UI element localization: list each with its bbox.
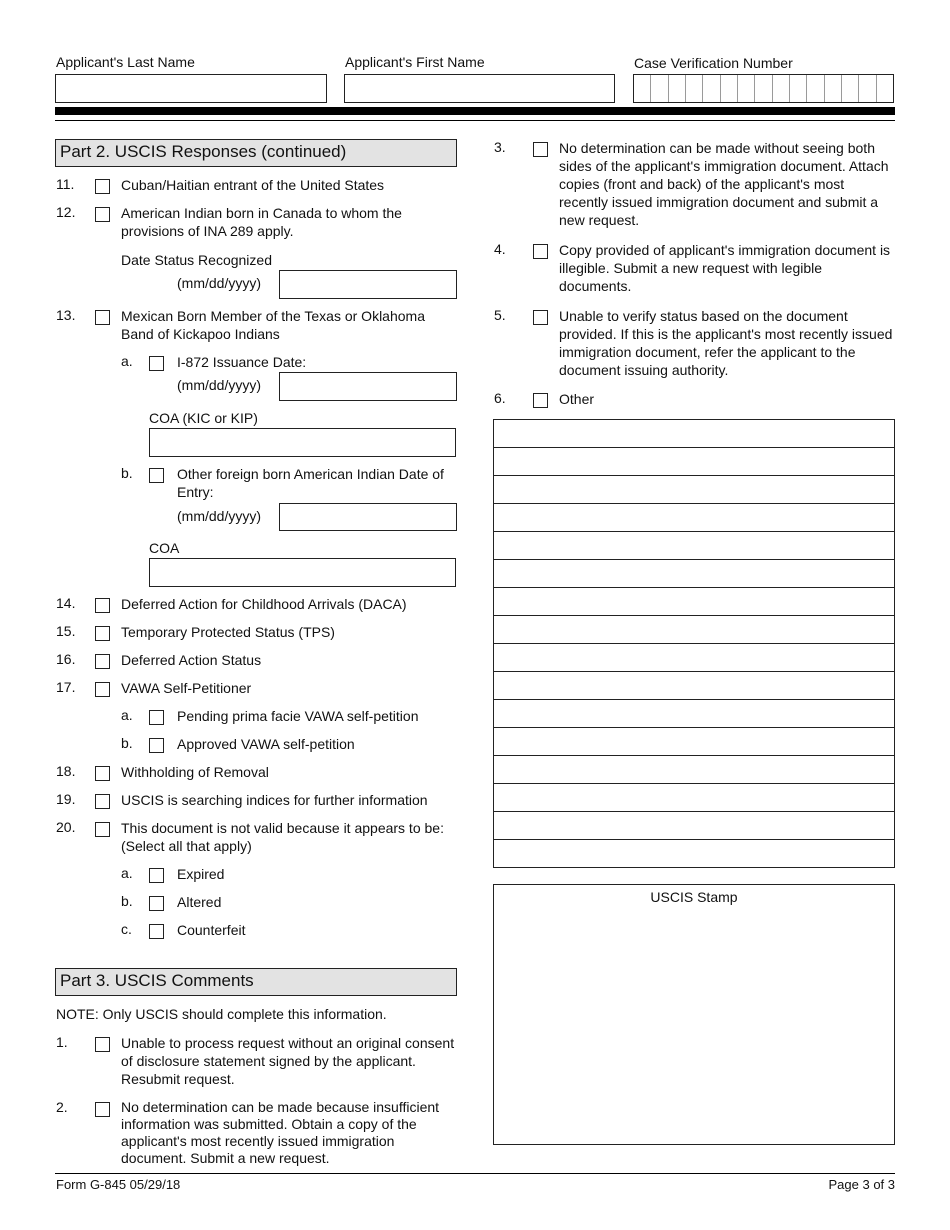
comment-1-number: 1. — [56, 1034, 68, 1050]
checkbox-15[interactable] — [95, 626, 110, 641]
comment-5-text: Unable to verify status based on the document provided. If this is the applicant's most recently issued immigration document, refer the applicant to the document issuing authority. — [559, 308, 893, 378]
comment-4-text: Copy provided of applicant's immigration document is illegible. Submit a new request with legible documents. — [559, 242, 891, 294]
coa-label: COA — [149, 540, 180, 556]
part2-header: Part 2. USCIS Responses (continued) — [55, 139, 457, 167]
part3-note: NOTE: Only USCIS should complete this information. — [56, 1006, 387, 1022]
item-15-number: 15. — [56, 623, 76, 639]
item-12-text: American Indian born in Canada to whom the provisions of INA 289 apply. — [121, 205, 402, 239]
item-17b-text: Approved VAWA self-petition — [177, 736, 355, 752]
item-11-text: Cuban/Haitian entrant of the United States — [121, 177, 385, 193]
uscis-stamp-label: USCIS Stamp — [650, 889, 738, 905]
checkbox-13a[interactable] — [149, 356, 164, 371]
checkbox-17[interactable] — [95, 682, 110, 697]
item-19-text: USCIS is searching indices for further information — [121, 792, 428, 808]
comment-4-number: 4. — [494, 241, 506, 257]
item-20c-letter: c. — [121, 921, 132, 937]
date-format-12: (mm/dd/yyyy) — [177, 275, 261, 291]
last-name-field[interactable] — [55, 74, 327, 103]
checkbox-12[interactable] — [95, 207, 110, 222]
header-thin-rule — [55, 120, 895, 121]
item-13b-letter: b. — [121, 465, 133, 481]
item-20a-letter: a. — [121, 865, 133, 881]
checkbox-19[interactable] — [95, 794, 110, 809]
date-status-label: Date Status Recognized — [121, 252, 272, 268]
other-foreign-label: Other foreign born American Indian Date of Entry: — [177, 466, 444, 500]
checkbox-comment-1[interactable] — [95, 1037, 110, 1052]
footer-rule — [55, 1173, 895, 1174]
checkbox-18[interactable] — [95, 766, 110, 781]
item-13-text: Mexican Born Member of the Texas or Oklahoma Band of Kickapoo Indians — [121, 308, 425, 342]
checkbox-comment-5[interactable] — [533, 310, 548, 325]
checkbox-13b[interactable] — [149, 468, 164, 483]
item-18-text: Withholding of Removal — [121, 764, 269, 780]
header-thick-rule — [55, 107, 895, 115]
counterfeit-label: Counterfeit — [177, 922, 246, 938]
last-name-label: Applicant's Last Name — [56, 54, 195, 70]
first-name-field[interactable] — [344, 74, 615, 103]
checkbox-counterfeit[interactable] — [149, 924, 164, 939]
first-name-label: Applicant's First Name — [345, 54, 485, 70]
checkbox-comment-3[interactable] — [533, 142, 548, 157]
item-17a-letter: a. — [121, 707, 133, 723]
comment-3-text: No determination can be made without seeing both sides of the applicant's immigration document. Attach copies (front and back) of the applicant's most recently issued immigration document and submit a new request. — [559, 140, 889, 228]
entry-date-field[interactable] — [279, 503, 457, 531]
item-15-text: Temporary Protected Status (TPS) — [121, 624, 335, 640]
checkbox-13[interactable] — [95, 310, 110, 325]
comment-5-number: 5. — [494, 307, 506, 323]
item-19-number: 19. — [56, 791, 76, 807]
comment-2-number: 2. — [56, 1099, 68, 1115]
altered-label: Altered — [177, 894, 222, 910]
item-16-number: 16. — [56, 651, 76, 667]
item-13-number: 13. — [56, 307, 76, 323]
uscis-stamp-box — [493, 884, 895, 1145]
comment-1-text: Unable to process request without an original consent of disclosure statement signed by the applicant. Resubmit request. — [121, 1035, 455, 1087]
checkbox-20[interactable] — [95, 822, 110, 837]
case-verification-label: Case Verification Number — [634, 55, 793, 71]
item-20-text: This document is not valid because it appears to be: (Select all that apply) — [121, 820, 444, 854]
checkbox-comment-2[interactable] — [95, 1102, 110, 1117]
coa-field[interactable] — [149, 558, 456, 587]
comment-3-number: 3. — [494, 139, 506, 155]
date-format-13a: (mm/dd/yyyy) — [177, 377, 261, 393]
other-comment-lines[interactable] — [493, 419, 895, 868]
coa-kic-field[interactable] — [149, 428, 456, 457]
checkbox-comment-4[interactable] — [533, 244, 548, 259]
checkbox-other[interactable] — [533, 393, 548, 408]
page-number: Page 3 of 3 — [828, 1177, 895, 1192]
item-17-text: VAWA Self-Petitioner — [121, 680, 252, 696]
item-17-number: 17. — [56, 679, 76, 695]
item-17a-text: Pending prima facie VAWA self-petition — [177, 708, 419, 724]
comment-2-text: No determination can be made because insufficient information was submitted. Obtain a copy of the applicant's most recently issued immigration document. Submit a new request. — [121, 1099, 440, 1166]
item-14-number: 14. — [56, 595, 76, 611]
form-id: Form G-845 05/29/18 — [56, 1177, 181, 1192]
i872-date-field[interactable] — [279, 372, 457, 401]
case-verification-field[interactable] — [633, 74, 894, 103]
item-17b-letter: b. — [121, 735, 133, 751]
item-14-text: Deferred Action for Childhood Arrivals (DACA) — [121, 596, 407, 612]
checkbox-16[interactable] — [95, 654, 110, 669]
item-12-number: 12. — [56, 204, 76, 220]
item-20b-letter: b. — [121, 893, 133, 909]
i872-label: I-872 Issuance Date: — [177, 354, 307, 370]
item-18-number: 18. — [56, 763, 76, 779]
item-16-text: Deferred Action Status — [121, 652, 262, 668]
checkbox-altered[interactable] — [149, 896, 164, 911]
item-20-number: 20. — [56, 819, 76, 835]
coa-kic-label: COA (KIC or KIP) — [149, 410, 258, 426]
other-label: Other — [559, 391, 595, 407]
expired-label: Expired — [177, 866, 225, 882]
checkbox-11[interactable] — [95, 179, 110, 194]
checkbox-expired[interactable] — [149, 868, 164, 883]
checkbox-17a[interactable] — [149, 710, 164, 725]
part3-header: Part 3. USCIS Comments — [55, 968, 457, 996]
date-format-13b: (mm/dd/yyyy) — [177, 508, 261, 524]
checkbox-14[interactable] — [95, 598, 110, 613]
comment-6-number: 6. — [494, 390, 506, 406]
item-13a-letter: a. — [121, 353, 133, 369]
item-11-number: 11. — [56, 176, 75, 192]
checkbox-17b[interactable] — [149, 738, 164, 753]
date-status-field[interactable] — [279, 270, 457, 299]
